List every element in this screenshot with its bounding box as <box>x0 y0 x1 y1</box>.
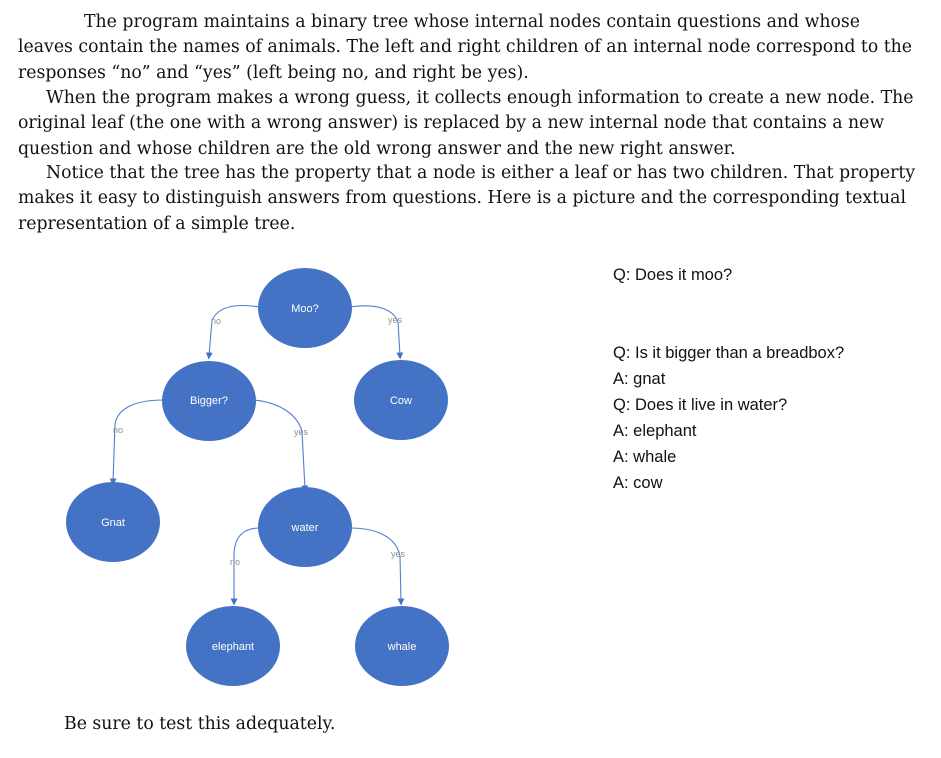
paragraph-tree-property: Notice that the tree has the property that a node is either a leaf or has two children. That property makes it easy to distinguish answers from questions. Here is a picture and the corresponding textual representation of a simple tree. <box>18 163 916 234</box>
node-moo <box>258 268 352 348</box>
node-gnat <box>66 482 160 562</box>
node-whale <box>355 606 449 686</box>
repr-line-cow: A: cow <box>613 474 663 492</box>
node-bigger <box>162 361 256 441</box>
node-cow <box>354 360 448 440</box>
edge-label-bigger-yes: yes <box>293 427 309 437</box>
edge-bigger-no <box>113 400 163 482</box>
edge-label-bigger-no: no <box>112 425 124 435</box>
repr-line-elephant: A: elephant <box>613 422 697 440</box>
edge-water-yes <box>350 528 401 602</box>
edge-label-moo-no: no <box>210 316 222 326</box>
node-elephant <box>186 606 280 686</box>
repr-line-whale: A: whale <box>613 448 677 466</box>
node-water <box>258 487 352 567</box>
node-label-water: water <box>291 522 319 534</box>
edge-label-water-no: no <box>229 557 241 567</box>
node-label-elephant: elephant <box>211 641 255 653</box>
repr-line-water: Q: Does it live in water? <box>613 396 788 414</box>
paragraph-intro: The program maintains a binary tree whose internal nodes contain questions and whose leaves contain the names of animals. The left and right children of an internal node correspond to the responses “no” and “yes” (left being no, and right be yes). <box>18 12 913 83</box>
repr-line-moo: Q: Does it moo? <box>613 266 733 284</box>
repr-line-breadbox: Q: Is it bigger than a breadbox? <box>613 344 845 362</box>
node-label-moo: Moo? <box>291 303 319 315</box>
edge-label-water-yes: yes <box>390 549 406 559</box>
node-label-cow: Cow <box>389 395 413 407</box>
repr-line-gnat: A: gnat <box>613 370 666 388</box>
node-label-whale: whale <box>387 641 417 653</box>
paragraph-wrong-guess: When the program makes a wrong guess, it collects enough information to create a new node. The original leaf (the one with a wrong answer) is replaced by a new internal node that contains a new question and whose children are the old wrong answer and the new right answer. <box>18 88 914 159</box>
edge-label-moo-yes: yes <box>387 315 403 325</box>
edge-moo-yes <box>350 306 400 356</box>
edge-bigger-yes <box>253 400 305 489</box>
edge-moo-no <box>209 305 260 356</box>
node-label-bigger: Bigger? <box>190 395 228 407</box>
closing-note: Be sure to test this adequately. <box>64 714 336 734</box>
node-label-gnat: Gnat <box>101 517 125 529</box>
